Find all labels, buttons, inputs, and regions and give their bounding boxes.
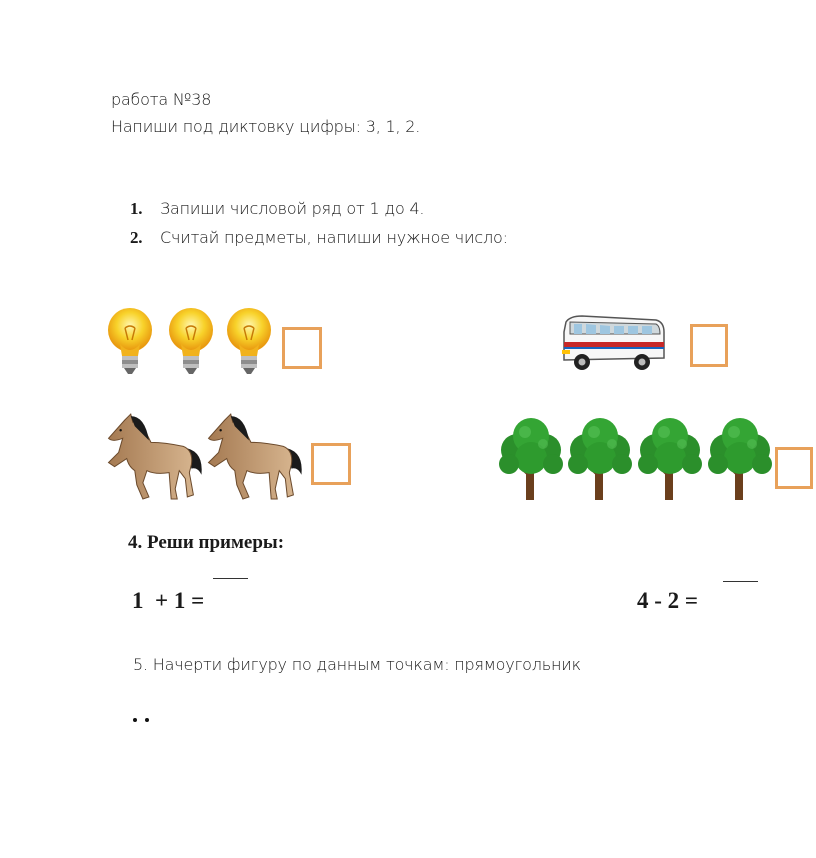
tree-icon <box>634 416 706 502</box>
bus-icon <box>560 314 666 374</box>
bulb-icon <box>167 306 215 376</box>
task-1 <box>130 199 424 219</box>
worksheet-title: работа №38 <box>111 90 212 109</box>
trees-answer-box[interactable] <box>775 447 813 489</box>
task-4-heading: 4. Реши примеры: <box>128 532 285 553</box>
bulb-icon <box>225 306 273 376</box>
example-2: 4 - 2 = <box>637 588 699 613</box>
bulb-icon <box>106 306 154 376</box>
tree-icon <box>495 416 567 502</box>
task-2-number: 2. <box>130 228 143 247</box>
answer-line-1 <box>213 578 248 579</box>
task-5-text: 5. Начерти фигуру по данным точкам: прямоугольник <box>133 655 581 674</box>
horse-icon <box>104 408 206 504</box>
horse-icon <box>204 408 306 504</box>
point-dot <box>133 718 137 722</box>
bus-answer-box[interactable] <box>690 324 728 367</box>
horses-answer-box[interactable] <box>311 443 351 485</box>
task-1-number: 1. <box>130 199 143 218</box>
bulbs-answer-box[interactable] <box>282 327 322 369</box>
dictation-instruction: Напиши под диктовку цифры: 3, 1, 2. <box>111 117 421 136</box>
task-1-text: Запиши числовой ряд от 1 до 4. <box>160 199 425 218</box>
tree-icon <box>704 416 776 502</box>
point-dot <box>145 718 149 722</box>
task-2-text: Считай предметы, напиши нужное число: <box>160 228 508 247</box>
answer-line-2 <box>723 581 758 582</box>
tree-icon <box>564 416 636 502</box>
example-1: 1 + 1 = <box>132 588 205 613</box>
task-2 <box>130 228 508 248</box>
